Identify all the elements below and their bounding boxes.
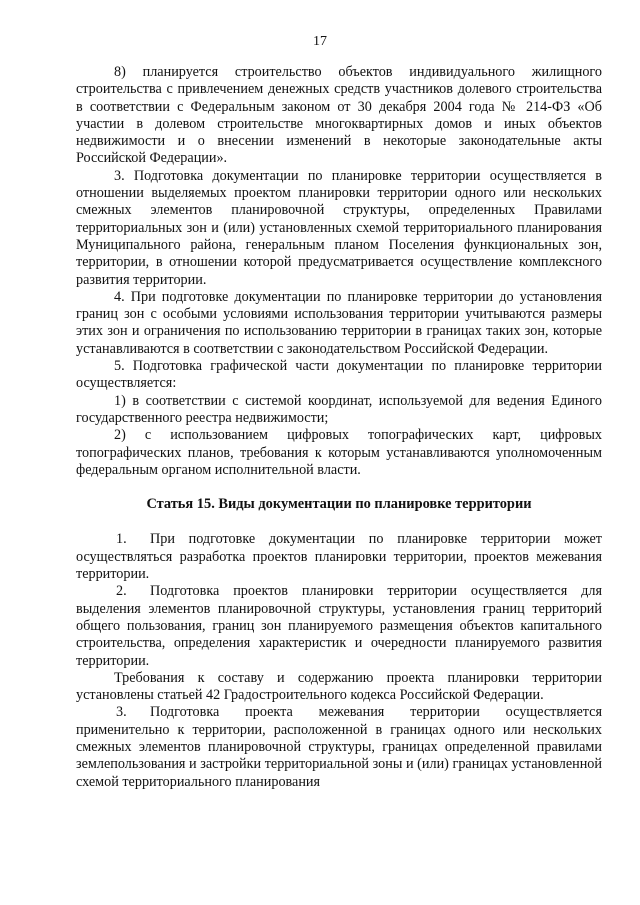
paragraph-item-8: 8) планируется строительство объектов индивидуального жилищного строительства с привлечением денежных средств участников долевого строительства в соответствии с Федеральным законом от 30 декабря 2004 года № 214-ФЗ «Об участии в долевом строительстве многоквартирных домов и иных объектов недвижимости и о внесении изменений в некоторые законодательные акты Российской Федерации». — [76, 64, 602, 167]
article-15-paragraph-2 — [76, 583, 602, 669]
article-15-paragraph-3 — [76, 704, 602, 790]
paragraph-point-3: 3. Подготовка документации по планировке территории осуществляется в отношении выделяемых проектом планировки территории одного или нескольких смежных элементов планировочной структуры, определенных Правилами территориальных зон и (или) установленных схемой территориального планирования Муниципального района, генеральным планом Поселения функциональных зон, территории, в отношении которой предусматривается осуществление комплексного развития территории. — [76, 167, 602, 288]
article-15-heading: Статья 15. Виды документации по планировке территории — [146, 496, 532, 513]
paragraph-text: Подготовка проекта межевания территории осуществляется применительно к территории, расположенной в границах одного или нескольких смежных элементов планировочной структуры, границах определенной правилами землепользования и застройки территориальной зоны и (или) границах установленной схемой территориального планирования — [76, 704, 602, 790]
paragraph-text: Подготовка проектов планировки территории осуществляется для выделения элементов планировочной структуры, установления границ территорий общего пользования, границ зон планируемого размещения объектов капитального строительства, определения характеристик и очередности планируемого развития территории. — [76, 583, 602, 669]
paragraph-point-5-sub-1: 1) в соответствии с системой координат, используемой для ведения Единого государственного реестра недвижимости; — [76, 392, 602, 426]
article-15-paragraph-1 — [76, 531, 602, 583]
document-body — [76, 64, 602, 791]
article-15-paragraph-2-requirements: Требования к составу и содержанию проекта планировки территории установлены статьей 42 Градостроительного кодекса Российской Федерации. — [76, 669, 602, 704]
paragraph-number: 1. — [116, 531, 127, 548]
paragraph-number: 3. — [116, 704, 127, 721]
paragraph-point-5-sub-2: 2) с использованием цифровых топографических карт, цифровых топографических планов, требования к которым устанавливаются уполномоченным федеральным органом исполнительной власти. — [76, 427, 602, 478]
page-number: 17 — [313, 34, 327, 49]
paragraph-number: 2. — [116, 583, 127, 600]
paragraph-point-4: 4. При подготовке документации по планировке территории до установления границ зон с особыми условиями использования территории учитываются размеры этих зон и ограничения по использованию территории в границах таких зон, которые устанавливаются в соответствии с законодательством Российской Федерации. — [76, 288, 602, 357]
paragraph-point-5: 5. Подготовка графической части документации по планировке территории осуществляется: — [76, 358, 602, 392]
paragraph-text: При подготовке документации по планировке территории может осуществляться разработка проектов планировки территории, проектов межевания территории. — [76, 531, 602, 583]
